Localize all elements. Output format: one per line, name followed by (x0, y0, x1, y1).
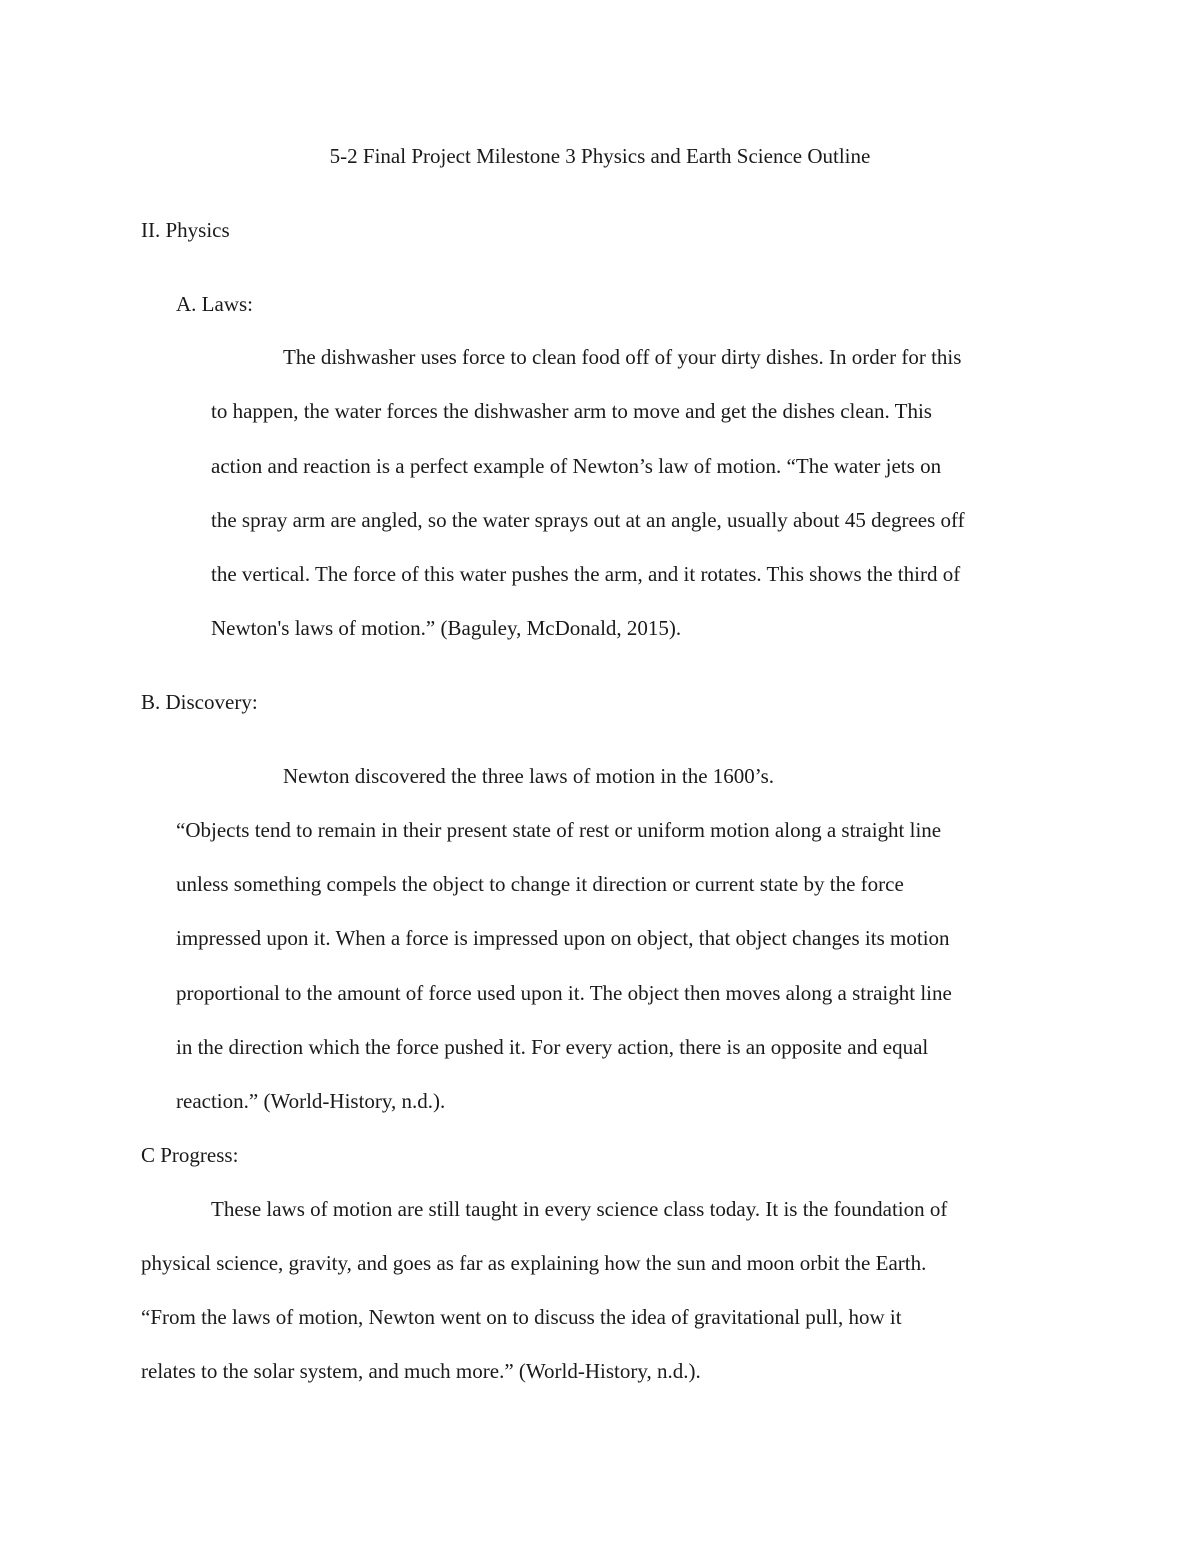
document-title: 5-2 Final Project Milestone 3 Physics and Earth Science Outline (329, 144, 871, 168)
laws-paragraph-line: action and reaction is a perfect example of Newton’s law of motion. “The water jets on (211, 454, 942, 478)
laws-paragraph-line: Newton's laws of motion.” (Baguley, McDonald, 2015). (211, 616, 682, 640)
progress-paragraph-line: physical science, gravity, and goes as far as explaining how the sun and moon orbit the Earth. (141, 1251, 927, 1275)
subheading-laws: A. Laws: (176, 292, 253, 316)
discovery-quote-line: in the direction which the force pushed it. For every action, there is an opposite and equal (176, 1035, 929, 1059)
discovery-quote-line: unless something compels the object to change it direction or current state by the force (176, 872, 904, 896)
discovery-quote-line: proportional to the amount of force used upon it. The object then moves along a straight line (176, 981, 952, 1005)
discovery-quote-line: “Objects tend to remain in their present state of rest or uniform motion along a straight line (176, 818, 942, 842)
discovery-quote-line: reaction.” (World-History, n.d.). (176, 1089, 446, 1113)
laws-paragraph-line: the spray arm are angled, so the water sprays out at an angle, usually about 45 degrees off (211, 508, 965, 532)
subheading-discovery: B. Discovery: (141, 690, 258, 714)
discovery-quote-line: impressed upon it. When a force is impressed upon on object, that object changes its motion (176, 926, 950, 950)
section-heading-physics: II. Physics (141, 218, 230, 242)
progress-paragraph-line: “From the laws of motion, Newton went on to discuss the idea of gravitational pull, how it (141, 1305, 902, 1329)
discovery-paragraph-line: Newton discovered the three laws of motion in the 1600’s. (283, 764, 775, 788)
subheading-progress: C Progress: (141, 1143, 239, 1167)
laws-paragraph-line: The dishwasher uses force to clean food off of your dirty dishes. In order for this (283, 345, 962, 369)
laws-paragraph-line: the vertical. The force of this water pushes the arm, and it rotates. This shows the third of (211, 562, 961, 586)
laws-paragraph-line: to happen, the water forces the dishwasher arm to move and get the dishes clean. This (211, 399, 932, 423)
progress-paragraph-line: These laws of motion are still taught in every science class today. It is the foundation of (211, 1197, 948, 1221)
progress-paragraph-line: relates to the solar system, and much more.” (World-History, n.d.). (141, 1359, 701, 1383)
